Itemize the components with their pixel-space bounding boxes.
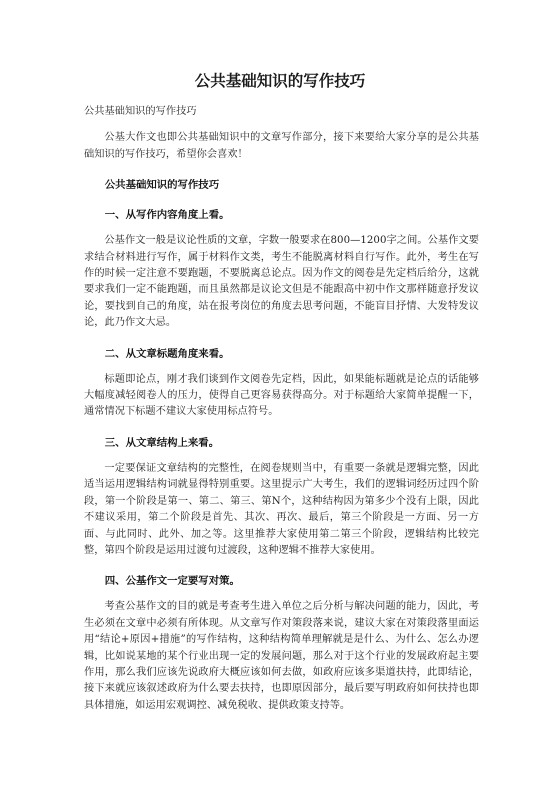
section-2-heading: 二、从文章标题角度来看。 [104,347,230,360]
document-title: 公共基础知识的写作技巧 [194,72,366,90]
section-4-heading: 四、公基作文一定要写对策。 [104,575,240,588]
section-4-body: 考查公基作文的目的就是考查考生进入单位之后分析与解决问题的能力，因此，考生必须在文章中必须有所体现。从文章写作对策段落来说，建议大家在对策段落里面运用“结论+原因+措施”的写作结构，这种结构简单理解就是是什么、为什么、怎么办逻辑，比如说某地的某个行业出现一定的发展问题，那么对于这个行业的发展政府起主要作用，那么我们应该先说政府大概应该如何去做，如政府应该多渠道扶持，此即结论，接下来就应该叙述政府为什么要去扶持，也即原因部分，最后要写明政府如何扶持也即具体措施，如运用宏观调控、减免税收、提供政策支持等。 [84,601,479,711]
intro-paragraph: 公基大作文也即公共基础知识中的文章写作部分，接下来要给大家分享的是公共基础知识的写作技巧，希望你会喜欢！ [84,132,479,160]
section-2-body: 标题即论点，刚才我们谈到作文阅卷先定档，因此，如果能标题就是论点的话能够大幅度减轻阅卷人的压力，使得自己更容易获得高分。对于标题给大家简单提醒一下，通常情况下标题不建议大家使用标点符号。 [84,373,479,418]
section-1-body: 公基作文一般是议论性质的文章，字数一般要求在800—1200字之间。公基作文要求结合材料进行写作，属于材料作文类，考生不能脱离材料自行写作。此外，考生在写作的时候一定注意不要跑题，不要脱离总论点。因为作文的阅卷是先定档后给分，这就要求我们一定不能跑题，而且虽然都是议论文但是不能跟高中初中作文那样随意抒发议论，要找到自己的角度，站在报考岗位的角度去思考问题，不能盲目抒情、大发特发议论，此乃作文大忌。 [84,235,479,329]
section-3-heading: 三、从文章结构上来看。 [104,436,220,449]
section-heading: 公共基础知识的写作技巧 [104,179,220,192]
document-body [84,104,479,714]
document-subtitle: 公共基础知识的写作技巧 [84,106,197,117]
section-3-body: 一定要保证文章结构的完整性，在阅卷规则当中，有重要一条就是逻辑完整，因此适当运用逻辑结构词就显得特别重要。这里提示广大考生，我们的逻辑词经历过四个阶段，第一个阶段是第一、第二、第三、第N个，这种结构因为第多少个没有上限，因此不建议采用，第二个阶段是首先、其次、再次、最后，第三个阶段是一方面、另一方面、与此同时、此外、加之等。这里推荐大家使用第二第三个阶段，逻辑结构比较完整，第四个阶段是运用过渡句过渡段，这种逻辑不推荐大家使用。 [84,462,479,556]
section-1-heading: 一、从写作内容角度上看。 [104,209,230,222]
